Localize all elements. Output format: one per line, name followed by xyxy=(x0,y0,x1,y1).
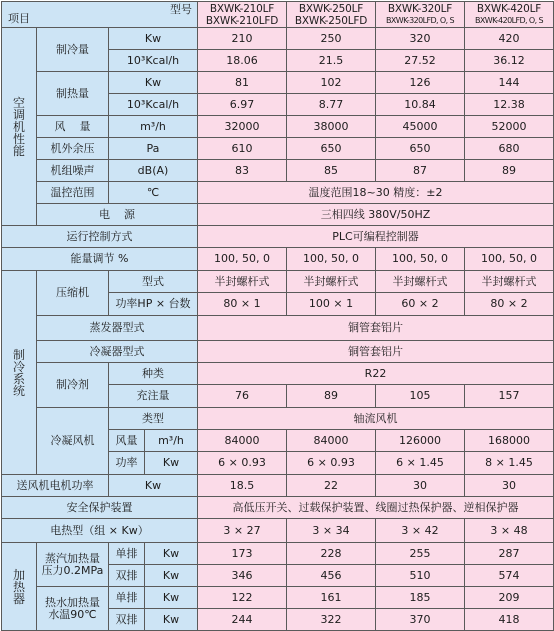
value-cell: 122 xyxy=(198,587,287,609)
unit-cell: Kw xyxy=(109,72,198,94)
heating-row-kw xyxy=(2,72,554,94)
value-cell: 3 × 48 xyxy=(465,519,554,543)
header-row xyxy=(2,2,554,28)
value-cell: 346 xyxy=(198,565,287,587)
value-cell: 3 × 42 xyxy=(376,519,465,543)
value-cell: 255 xyxy=(376,543,465,565)
value-cell: 85 xyxy=(287,160,376,182)
value-cell: 89 xyxy=(287,385,376,408)
value-cell: 680 xyxy=(465,138,554,160)
value-cell: 18.5 xyxy=(198,475,287,497)
fan-air-label: 风量 xyxy=(109,430,145,452)
value-cell: 半封螺杆式 xyxy=(465,271,554,293)
cooling-label: 制冷量 xyxy=(37,28,109,72)
unit-cell: Pa xyxy=(109,138,198,160)
evaporator-row xyxy=(2,316,554,341)
unit-cell: m³/h xyxy=(109,116,198,138)
noise-label: 机组噪声 xyxy=(37,160,109,182)
value-cell: 250 xyxy=(287,28,376,50)
electric-label: 电热型（组 × Kw） xyxy=(2,519,198,543)
temp-value: 温度范围18~30 精度：±2 xyxy=(198,182,554,204)
supply-motor-row xyxy=(2,475,554,497)
model-header: 型号 xyxy=(170,3,192,16)
value-cell: 12.38 xyxy=(465,94,554,116)
value-cell: 8.77 xyxy=(287,94,376,116)
power-label: 电 源 xyxy=(37,204,198,226)
refrigerant-kind-value: R22 xyxy=(198,363,554,385)
value-cell: 144 xyxy=(465,72,554,94)
value-cell: 161 xyxy=(287,587,376,609)
value-cell: 3 × 34 xyxy=(287,519,376,543)
value-cell: 8 × 1.45 xyxy=(465,452,554,475)
item-header: 项目 xyxy=(8,12,30,25)
refrigerant-kind-label: 种类 xyxy=(109,363,198,385)
airflow-row xyxy=(2,116,554,138)
condenser-row xyxy=(2,341,554,363)
unit-cell: 10³Kcal/h xyxy=(109,94,198,116)
spec-table xyxy=(1,1,554,631)
heating-label: 制热量 xyxy=(37,72,109,116)
value-cell: 半封螺杆式 xyxy=(198,271,287,293)
double-row-label: 双排 xyxy=(109,565,145,587)
value-cell: 3 × 27 xyxy=(198,519,287,543)
group-refrigeration-system: 制 冷 系 统 xyxy=(2,271,37,475)
condenser-value: 铜管套铝片 xyxy=(198,341,554,363)
compressor-type-row xyxy=(2,271,554,293)
safety-label: 安全保护装置 xyxy=(2,497,198,519)
temp-row xyxy=(2,182,554,204)
value-cell: 322 xyxy=(287,609,376,631)
value-cell: 10.84 xyxy=(376,94,465,116)
value-cell: 418 xyxy=(465,609,554,631)
value-cell: 100 × 1 xyxy=(287,293,376,316)
value-cell: 510 xyxy=(376,565,465,587)
value-cell: 650 xyxy=(287,138,376,160)
steam-label: 蒸汽加热量 压力0.2MPa xyxy=(37,543,109,587)
model-col-3: BXWK-320LF BXWK-320LFD, O, S xyxy=(376,2,465,28)
double-row-label: 双排 xyxy=(109,609,145,631)
value-cell: 83 xyxy=(198,160,287,182)
value-cell: 157 xyxy=(465,385,554,408)
model-col-1: BXWK-210LF BXWK-210LFD xyxy=(198,2,287,28)
pressure-label: 机外余压 xyxy=(37,138,109,160)
value-cell: 80 × 1 xyxy=(198,293,287,316)
safety-value: 高低压开关、过载保护装置、线圈过热保护器、逆相保护器 xyxy=(198,497,554,519)
value-cell: 100, 50, 0 xyxy=(376,248,465,271)
value-cell: 52000 xyxy=(465,116,554,138)
pressure-row xyxy=(2,138,554,160)
value-cell: 半封螺杆式 xyxy=(287,271,376,293)
single-row-label: 单排 xyxy=(109,587,145,609)
value-cell: 6 × 0.93 xyxy=(287,452,376,475)
unit-cell: m³/h xyxy=(145,430,198,452)
value-cell: 420 xyxy=(465,28,554,50)
value-cell: 126000 xyxy=(376,430,465,452)
value-cell: 610 xyxy=(198,138,287,160)
value-cell: 126 xyxy=(376,72,465,94)
value-cell: 21.5 xyxy=(287,50,376,72)
group-heater: 加 热 器 xyxy=(2,543,37,631)
fan-type-row xyxy=(2,408,554,430)
value-cell: 210 xyxy=(198,28,287,50)
value-cell: 209 xyxy=(465,587,554,609)
control-value: PLC可编程控制器 xyxy=(198,226,554,248)
control-row xyxy=(2,226,554,248)
refrigerant-charge-label: 充注量 xyxy=(109,385,198,408)
unit-cell: Kw xyxy=(145,587,198,609)
refrigerant-kind-row xyxy=(2,363,554,385)
value-cell: 80 × 2 xyxy=(465,293,554,316)
value-cell: 105 xyxy=(376,385,465,408)
value-cell: 32000 xyxy=(198,116,287,138)
supply-motor-label: 送风机电机功率 xyxy=(2,475,109,497)
unit-cell: ℃ xyxy=(109,182,198,204)
value-cell: 45000 xyxy=(376,116,465,138)
value-cell: 30 xyxy=(376,475,465,497)
capacity-row xyxy=(2,248,554,271)
compressor-power-label: 功率HP × 台数 xyxy=(109,293,198,316)
power-row xyxy=(2,204,554,226)
value-cell: 100, 50, 0 xyxy=(287,248,376,271)
value-cell: 84000 xyxy=(287,430,376,452)
fan-label: 冷凝风机 xyxy=(37,408,109,475)
safety-row xyxy=(2,497,554,519)
group-aircon-performance: 空 调 机 性 能 xyxy=(2,28,37,226)
value-cell: 36.12 xyxy=(465,50,554,72)
value-cell: 30 xyxy=(465,475,554,497)
airflow-label: 风 量 xyxy=(37,116,109,138)
value-cell: 84000 xyxy=(198,430,287,452)
value-cell: 89 xyxy=(465,160,554,182)
temp-label: 温控范围 xyxy=(37,182,109,204)
value-cell: 38000 xyxy=(287,116,376,138)
cooling-row-kw xyxy=(2,28,554,50)
evaporator-value: 铜管套铝片 xyxy=(198,316,554,341)
value-cell: 81 xyxy=(198,72,287,94)
value-cell: 320 xyxy=(376,28,465,50)
value-cell: 287 xyxy=(465,543,554,565)
fan-type-label: 类型 xyxy=(109,408,198,430)
value-cell: 87 xyxy=(376,160,465,182)
value-cell: 半封螺杆式 xyxy=(376,271,465,293)
unit-cell: Kw xyxy=(145,452,198,475)
value-cell: 173 xyxy=(198,543,287,565)
value-cell: 574 xyxy=(465,565,554,587)
capacity-label: 能量调节 % xyxy=(2,248,198,271)
single-row-label: 单排 xyxy=(109,543,145,565)
value-cell: 244 xyxy=(198,609,287,631)
value-cell: 76 xyxy=(198,385,287,408)
value-cell: 650 xyxy=(376,138,465,160)
refrigerant-label: 制冷剂 xyxy=(37,363,109,408)
electric-row xyxy=(2,519,554,543)
unit-cell: Kw xyxy=(109,475,198,497)
value-cell: 60 × 2 xyxy=(376,293,465,316)
model-col-4: BXWK-420LF BXWK-420LFD, O, S xyxy=(465,2,554,28)
power-value: 三相四线 380V/50HZ xyxy=(198,204,554,226)
fan-power-label: 功率 xyxy=(109,452,145,475)
value-cell: 228 xyxy=(287,543,376,565)
hotwater-label: 热水加热量 水温90℃ xyxy=(37,587,109,631)
steam-single-row xyxy=(2,543,554,565)
noise-row xyxy=(2,160,554,182)
value-cell: 102 xyxy=(287,72,376,94)
control-label: 运行控制方式 xyxy=(2,226,198,248)
header-corner xyxy=(2,2,198,28)
unit-cell: Kw xyxy=(145,543,198,565)
value-cell: 27.52 xyxy=(376,50,465,72)
value-cell: 370 xyxy=(376,609,465,631)
value-cell: 185 xyxy=(376,587,465,609)
value-cell: 6 × 1.45 xyxy=(376,452,465,475)
value-cell: 6 × 0.93 xyxy=(198,452,287,475)
compressor-label: 压缩机 xyxy=(37,271,109,316)
value-cell: 456 xyxy=(287,565,376,587)
unit-cell: 10³Kcal/h xyxy=(109,50,198,72)
value-cell: 100, 50, 0 xyxy=(198,248,287,271)
value-cell: 168000 xyxy=(465,430,554,452)
compressor-type-label: 型式 xyxy=(109,271,198,293)
value-cell: 100, 50, 0 xyxy=(465,248,554,271)
condenser-label: 冷凝器型式 xyxy=(37,341,198,363)
unit-cell: Kw xyxy=(145,565,198,587)
hotwater-single-row xyxy=(2,587,554,609)
unit-cell: Kw xyxy=(145,609,198,631)
unit-cell: Kw xyxy=(109,28,198,50)
model-col-2: BXWK-250LF BXWK-250LFD xyxy=(287,2,376,28)
diagonal-line xyxy=(2,2,197,27)
unit-cell: dB(A) xyxy=(109,160,198,182)
value-cell: 22 xyxy=(287,475,376,497)
evaporator-label: 蒸发器型式 xyxy=(37,316,198,341)
value-cell: 18.06 xyxy=(198,50,287,72)
value-cell: 6.97 xyxy=(198,94,287,116)
fan-type-value: 轴流风机 xyxy=(198,408,554,430)
